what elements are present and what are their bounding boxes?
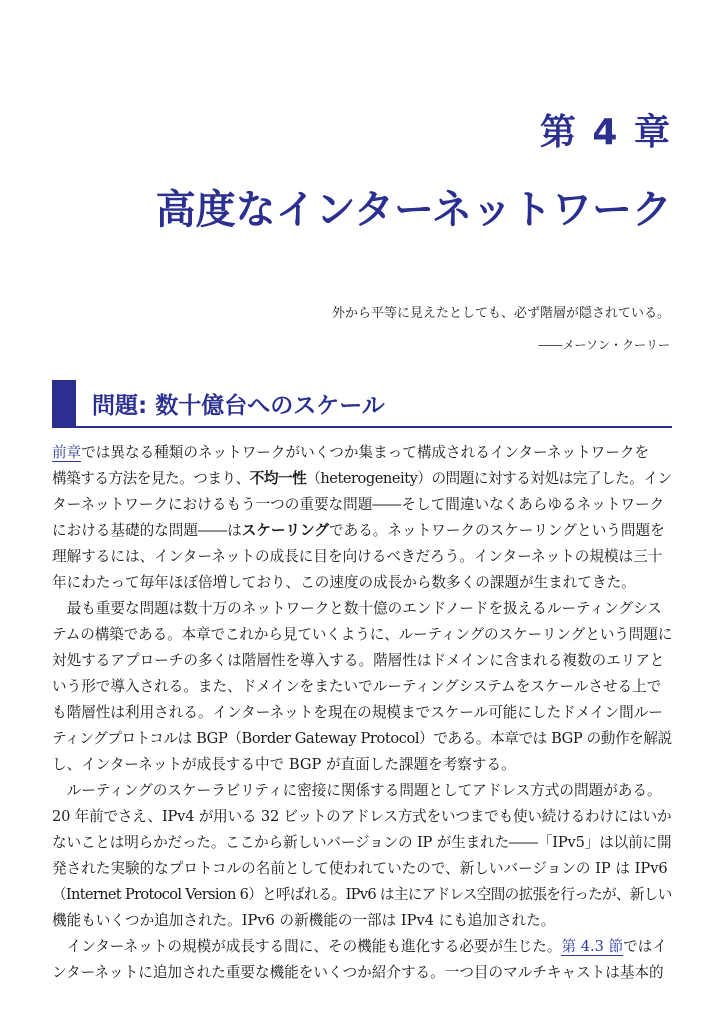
body-line [52,726,672,752]
section-marker-bar [52,380,76,426]
body-line [52,570,672,596]
body-text-run: 20 年前でさえ、IPv4 が用いる 32 ビットのアドレス方式をいつまでも使い続けるわけにはいか [52,808,672,825]
body-line [52,700,672,726]
body-text-run: 対処するアプローチの多くは階層性を導入する。階層性はドメインに含まれる複数のエリアと [52,652,665,669]
body-line [52,622,672,648]
body-line [52,544,672,570]
body-text-run: インターネットの規模が成長する間に、その機能も進化する必要が生じた。 [52,938,562,955]
body-line [52,466,672,492]
body-line [52,778,672,804]
body-line [52,492,672,518]
body-text-run: （heterogeneity）の問題に対する対処は完了した。イン [306,470,672,487]
body-text-run: し、インターネットが成長する中で BGP が直面した課題を考察する。 [52,756,516,773]
body-text-run: ではイ [623,938,667,955]
body-text-run: いう形で導入される。また、ドメインをまたいでルーティングシステムをスケールさせる上で [52,678,662,695]
body-line [52,960,672,986]
body-line [52,518,672,544]
body-line [52,648,672,674]
body-line [52,856,672,882]
body-text-run: における基礎的な問題――は [52,522,242,539]
body-text-run: 構築する方法を見た。つまり、 [52,470,250,487]
body-text-run: ルーティングのスケーラビリティに密接に関係する問題としてアドレス方式の問題がある。 [52,782,662,799]
body-text-run: ティングプロトコルは BGP（Border Gateway Protocol）である。本章では BGP の動作を解説 [52,730,672,747]
body-text-run: 年にわたって毎年ほぼ倍増しており、この速度の成長から数多くの課題が生まれてきた。 [52,574,636,591]
emphasized-term: 不均一性 [249,470,307,487]
body-line [52,830,672,856]
body-line [52,804,672,830]
body-text [52,440,672,986]
chapter-number: 第 4 章 [539,112,672,153]
body-text-run: ないことは明らかだった。ここから新しいバージョンの IP が生まれた――「IPv5」は以前に開 [52,834,672,851]
body-text-run: 最も重要な問題は数十万のネットワークと数十億のエンドノードを扱えるルーティングシス [52,600,662,617]
cross-reference-link[interactable]: 第 4.3 節 [561,938,624,955]
body-line [52,882,672,908]
section-divider [52,426,672,428]
body-text-run: （Internet Protocol Version 6）と呼ばれる。IPv6 は主にアドレス空間の拡張を行ったが、新しい [52,886,672,903]
body-text-run: である。ネットワークのスケーリングという問題を [329,522,665,539]
body-text-run: ターネットワークにおけるもう一つの重要な問題――そして間違いなくあらゆるネットワーク [52,496,665,513]
body-line [52,752,672,778]
section-title: 問題: 数十億台へのスケール [92,393,385,419]
body-line [52,674,672,700]
body-text-run: テムの構築である。本章でこれから見ていくように、ルーティングのスケーリングという問題に [52,626,672,643]
emphasized-term: スケーリング [241,522,330,539]
body-text-run: 機能もいくつか追加された。IPv6 の新機能の一部は IPv4 にも追加された。 [52,912,556,929]
chapter-title: 高度なインターネットワーク [155,187,672,233]
body-line [52,596,672,622]
body-text-run: も階層性は利用される。インターネットを現在の規模までスケール可能にしたドメイン間ルー [52,704,663,721]
cross-reference-link[interactable]: 前章 [52,444,82,461]
body-text-run: 理解するには、インターネットの成長に目を向けるべきだろう。インターネットの規模は三十 [52,548,663,565]
body-line [52,934,672,960]
epigraph-attribution: ――メーソン・クーリー [538,338,670,352]
body-text-run: ンターネットに追加された重要な機能をいくつか紹介する。一つ目のマルチキャストは基本的 [52,964,664,981]
epigraph-quote: 外から平等に見えたとしても、必ず階層が隠されている。 [331,306,670,321]
body-text-run: 発された実験的なプロトコルの名前として使われていたので、新しいバージョンの IP は IPv6 [52,860,668,877]
body-text-run: では異なる種類のネットワークがいくつか集まって構成されるインターネットワークを [81,444,650,461]
body-line [52,440,672,466]
body-line [52,908,672,934]
